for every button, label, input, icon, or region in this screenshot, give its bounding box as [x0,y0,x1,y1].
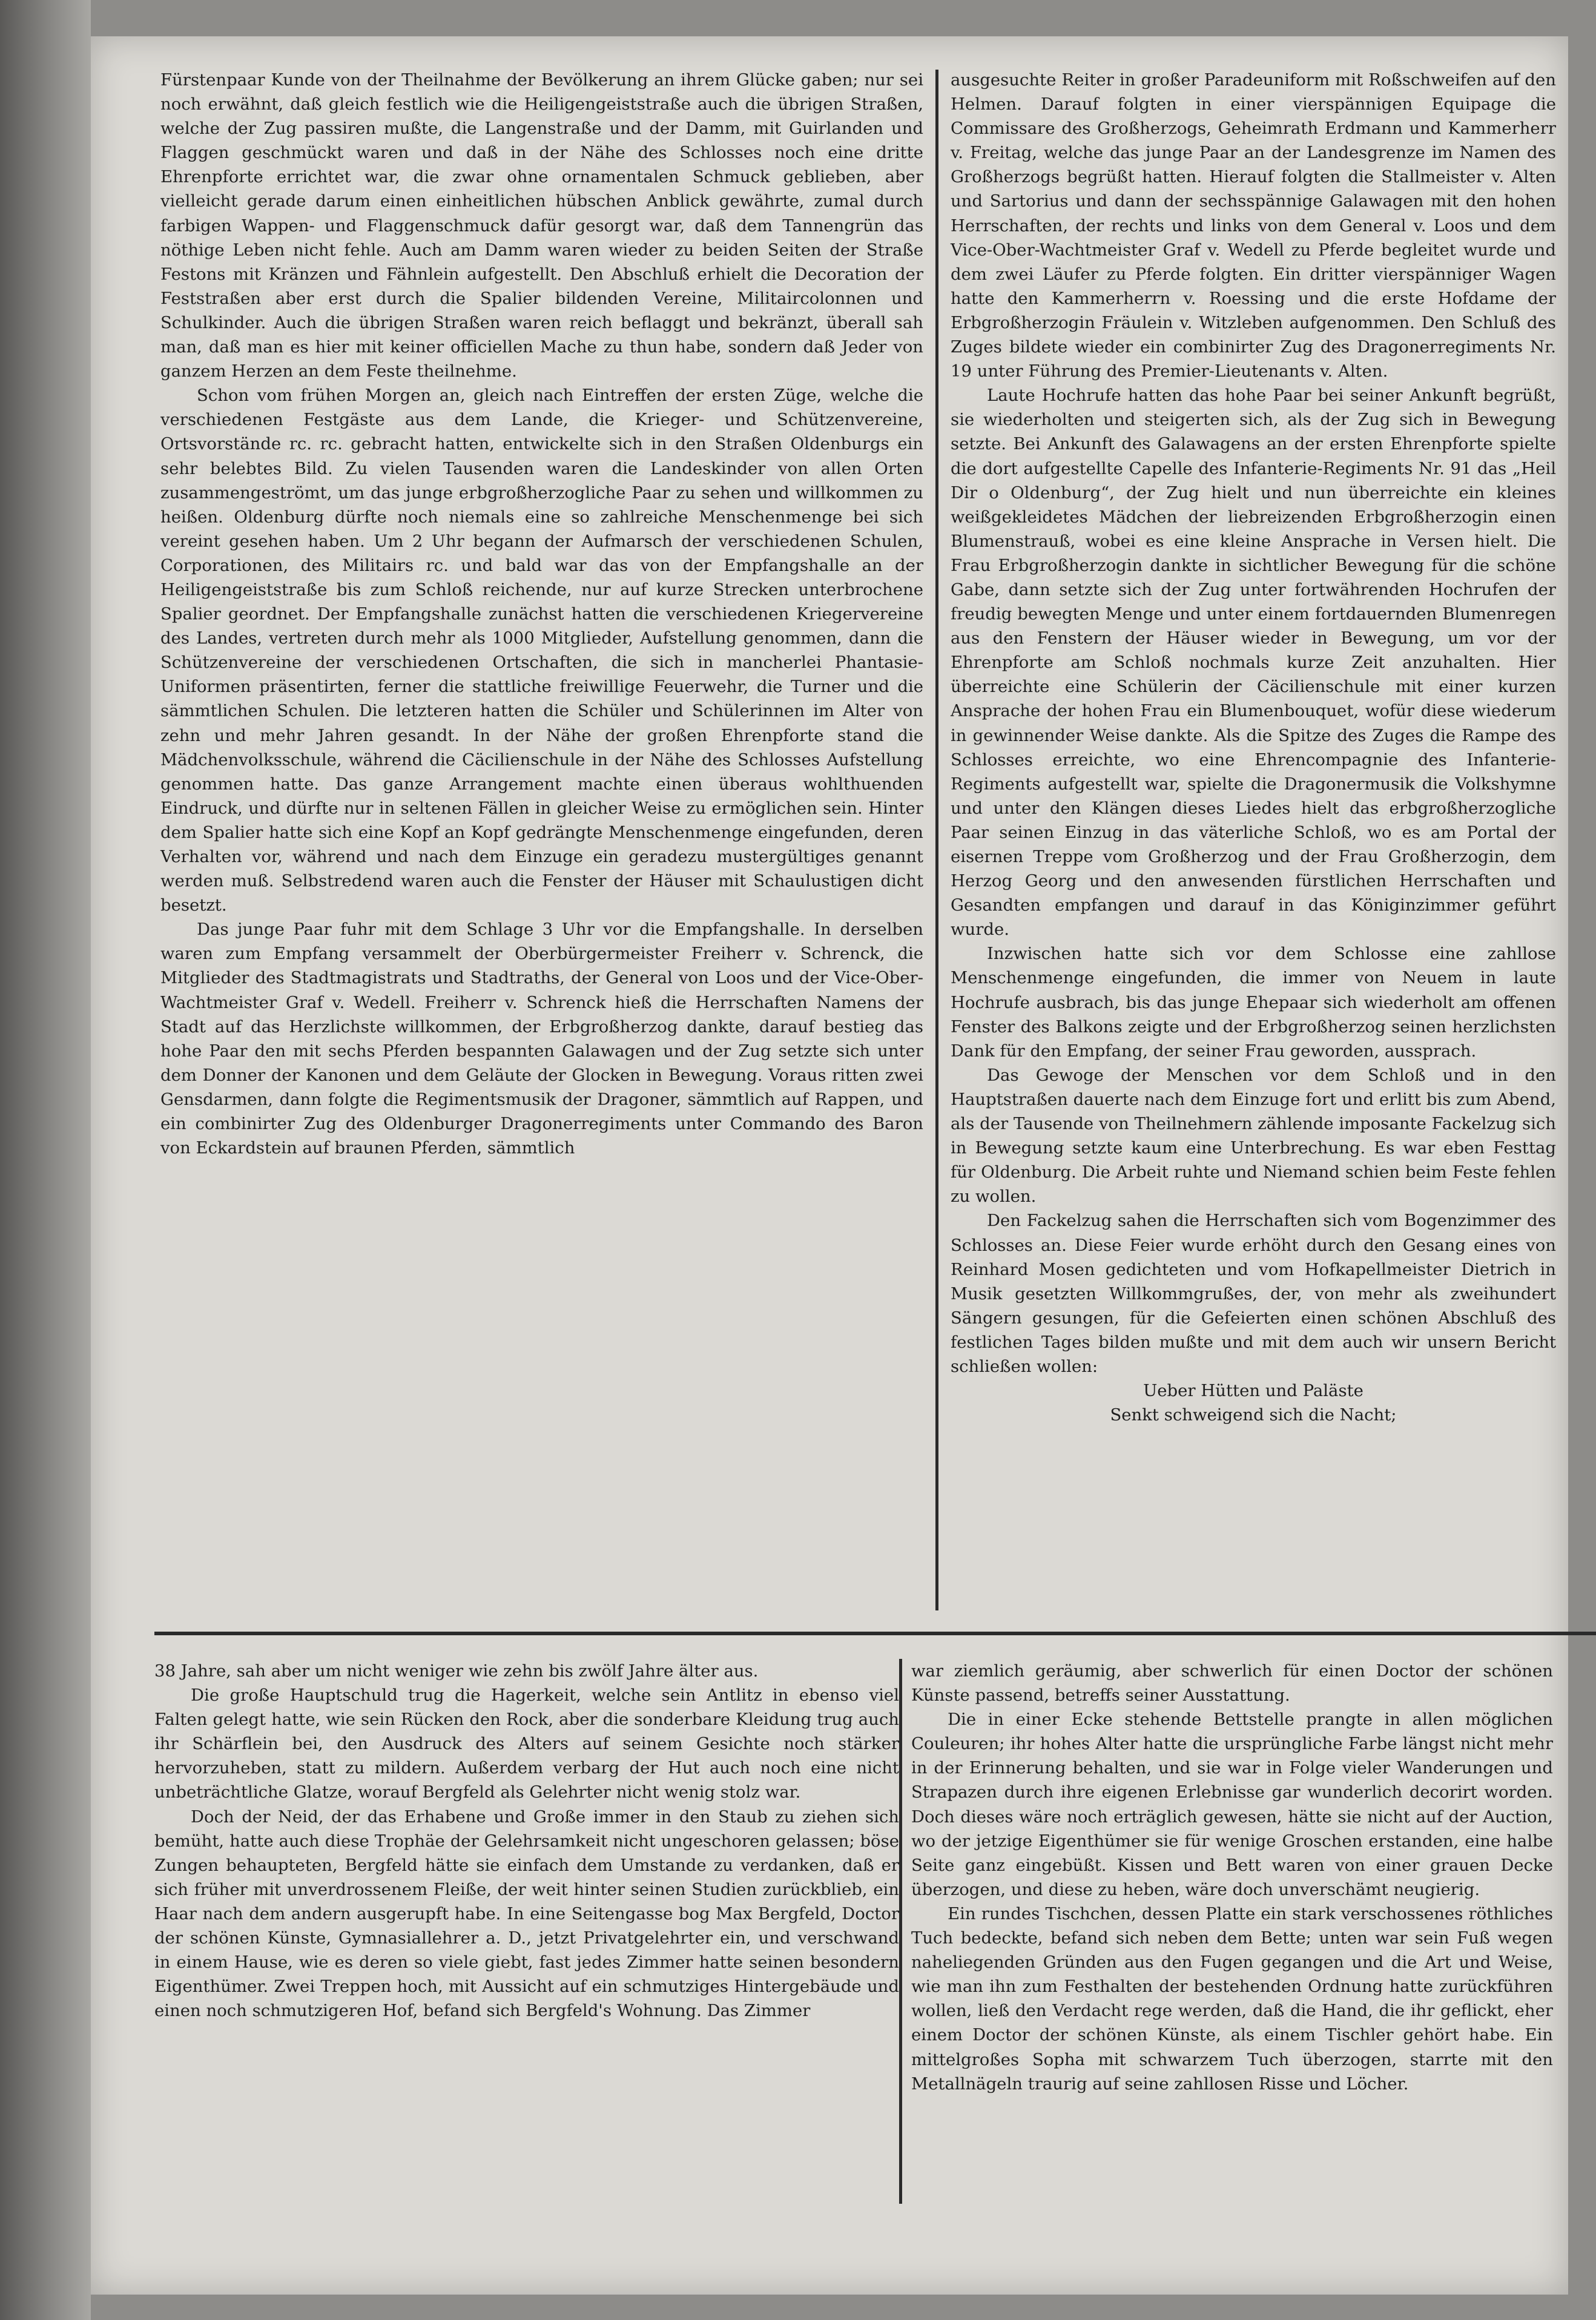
newspaper-page [91,36,1568,2295]
article-paragraph: Schon vom frühen Morgen an, gleich nach Eintreffen der ersten Züge, welche die verschiedenen Festgäste aus dem Lande, die Krieger- und Schützenvereine, Ortsvorstände rc. rc. gebracht hatten, entwickelte sich in den Straßen Oldenburgs ein sehr belebtes Bild. Zu vielen Tausenden waren die Landeskinder von allen Orten zusammengeströmt, um das junge erbgroßherzogliche Paar zu sehen und willkommen zu heißen. Oldenburg dürfte noch niemals eine so zahlreiche Menschenmenge bei sich vereint gesehen haben. Um 2 Uhr begann der Aufmarsch der verschiedenen Schulen, Corporationen, des Militairs rc. und bald war das von der Empfangshalle an der Heiligengeiststraße bis zum Schloß reichende, nur auf kurze Strecken unterbrochene Spalier geordnet. Der Empfangshalle zunächst hatten die verschiedenen Kriegervereine des Landes, vertreten durch mehr als 1000 Mitglieder, Aufstellung genommen, dann die Schützenvereine der verschiedenen Ortschaften, die sich in mancherlei Phantasie-Uniformen präsentirten, ferner die stattliche freiwillige Feuerwehr, die Turner und die sämmtlichen Schulen. Die letzteren hatten die Schüler und Schülerinnen im Alter von zehn und mehr Jahren gesandt. In der Nähe der großen Ehrenpforte stand die Mädchenvolksschule, während die Cäcilienschule in der Nähe des Schlosses Aufstellung genommen hatte. Das ganze Arrangement machte einen überaus wohlthuenden Eindruck, und dürfte nur in seltenen Fällen in gleicher Weise zu ermöglichen sein. Hinter dem Spalier hatte sich eine Kopf an Kopf gedrängte Menschenmenge eingefunden, deren Verhalten vor, während und nach dem Einzuge ein geradezu mustergültiges genannt werden muß. Selbstredend waren auch die Fenster der Häuser mit Schaulustigen dicht besetzt. [160,386,923,915]
feuilleton-column-left [154,1659,899,2023]
article-paragraph: Laute Hochrufe hatten das hohe Paar bei seiner Ankunft begrüßt, sie wiederholten und steigerten sich, als der Zug sich in Bewegung setzte. Bei Ankunft des Galawagens an der ersten Ehrenpforte spielte die dort aufgestellte Capelle des Infanterie-Regiments Nr. 91 das „Heil Dir o Oldenburg“, der Zug hielt und nun überreichte ein kleines weißgekleidetes Mädchen der liebreizenden Erbgroßherzogin einen Blumenstrauß, wobei es eine kleine Ansprache in Versen hielt. Die Frau Erbgroßherzogin dankte in sichtlicher Bewegung für die schöne Gabe, dann setzte sich der Zug unter fortwährenden Hochrufen der freudig bewegten Menge und unter einem fortdauernden Blumenregen aus den Fenstern der Häuser wieder in Bewegung, um vor der Ehrenpforte am Schloß nochmals kurze Zeit anzuhalten. Hier überreichte eine Schülerin der Cäcilienschule mit einer kurzen Ansprache der hohen Frau ein Blumenbouquet, wofür diese wiederum in gewinnender Weise dankte. Als die Spitze des Zuges die Rampe des Schlosses erreichte, wo eine Ehrencompagnie des Infanterie-Regiments aufgestellt war, spielte die Dragonermusik die Volkshymne und unter den Klängen dieses Liedes hielt das erbgroßherzogliche Paar seinen Einzug in das väterliche Schloß, wo es am Portal der eisernen Treppe vom Großherzog und der Frau Großherzogin, dem Herzog Georg und den anwesenden fürstlichen Herrschaften und Gesandten empfangen und darauf in das Königinzimmer geführt wurde. [951,386,1556,940]
column-divider-top [935,70,938,1610]
article-column-right [951,68,1556,1427]
article-paragraph: ausgesuchte Reiter in großer Paradeuniform mit Roßschweifen auf den Helmen. Darauf folgten in einer vierspännigen Equipage die Commissare des Großherzogs, Geheimrath Erdmann und Kammerherr v. Freitag, welche das junge Paar an der Landesgrenze im Namen des Großherzogs begrüßt hatten. Hierauf folgten die Stallmeister v. Alten und Sartorius und dann der sechsspännige Galawagen mit den hohen Herrschaften, der rechts und links von dem General v. Loos und dem Vice-Ober-Wachtmeister Graf v. Wedell zu Pferde begleitet wurde und dem zwei Läufer zu Pferde folgten. Ein dritter vierspänniger Wagen hatte den Kammerherrn v. Roessing und die erste Hofdame der Erbgroßherzogin Fräulein v. Witzleben aufgenommen. Den Schluß des Zuges bildete wieder ein combinirter Zug des Dragonerregiments Nr. 19 unter Führung des Premier-Lieutenants v. Alten. [951,70,1556,381]
article-paragraph: Das Gewoge der Menschen vor dem Schloß und in den Hauptstraßen dauerte nach dem Einzuge fort und erlitt bis zum Abend, als der Tausende von Theilnehmern zählende imposante Fackelzug sich in Bewegung setzte kaum eine Unterbrechung. Es war eben Festtag für Oldenburg. Die Arbeit ruhte und Niemand schien beim Feste fehlen zu wollen. [951,1065,1556,1207]
feuilleton-paragraph: Doch der Neid, der das Erhabene und Große immer in den Staub zu ziehen sich bemüht, hatte auch diese Trophäe der Gelehrsamkeit nicht ungeschoren gelassen; böse Zungen behaupteten, Bergfeld hätte sie einfach dem Umstande zu verdanken, daß er sich früher mit unverdrossenem Fleiße, der weit hinter seinen Studien zurückblieb, ein Haar nach dem andern ausgerupft habe. In eine Seitengasse bog Max Bergfeld, Doctor der schönen Künste, Gymnasiallehrer a. D., jetzt Privatgelehrter ein, und verschwand in einem Hause, wie es deren so viele giebt, fast jedes Zimmer hatte seinen besondern Eigenthümer. Zwei Treppen hoch, mit Aussicht auf ein schmutziges Hintergebäude und einen noch schmutzigeren Hof, befand sich Bergfeld's Wohnung. Das Zimmer [154,1807,899,2021]
article-column-left [160,68,923,1160]
feuilleton-column-right [911,1659,1553,2096]
feuilleton-separator [154,1632,1596,1635]
verse-line: Ueber Hütten und Paläste [1143,1381,1364,1401]
book-spine [0,0,91,2320]
feuilleton-paragraph: Die in einer Ecke stehende Bettstelle prangte in allen möglichen Couleuren; ihr hohes Alter hatte die ursprüngliche Farbe längst nicht mehr in der Erinnerung behalten, und sie war in Folge vieler Wanderungen und Strapazen durch ihre eigenen Erlebnisse gar wunderlich decorirt worden. Doch dieses wäre noch erträglich gewesen, hätte sie nicht auf der Auction, wo der jetzige Eigenthümer sie für wenige Groschen erstanden, eine halbe Seite ganz eingebüßt. Kissen und Bett waren von einer grauen Decke überzogen, und diese zu heben, wäre doch unverschämt neugierig. [911,1710,1553,1899]
article-paragraph: Das junge Paar fuhr mit dem Schlage 3 Uhr vor die Empfangshalle. In derselben waren zum Empfang versammelt der Oberbürgermeister Freiherr v. Schrenck, die Mitglieder des Stadtmagistrats und Stadtraths, der General von Loos und der Vice-Ober-Wachtmeister Graf v. Wedell. Freiherr v. Schrenck hieß die Herrschaften Namens der Stadt auf das Herzlichste willkommen, der Erbgroßherzog dankte, darauf bestieg das hohe Paar den mit sechs Pferden bespannten Galawagen und der Zug setzte sich unter dem Donner der Kanonen und dem Geläute der Glocken in Bewegung. Voraus ritten zwei Gensdarmen, dann folgte die Regimentsmusik der Dragoner, sämmtlich auf Rappen, und ein combinirter Zug des Oldenburger Dragonerregiments unter Commando des Baron von Eckardstein auf braunen Pferden, sämmtlich [160,920,923,1158]
feuilleton-paragraph: war ziemlich geräumig, aber schwerlich für einen Doctor der schönen Künste passend, betreffs seiner Ausstattung. [911,1661,1553,1705]
feuilleton-paragraph: 38 Jahre, sah aber um nicht weniger wie zehn bis zwölf Jahre älter aus. [154,1661,759,1681]
article-paragraph: Den Fackelzug sahen die Herrschaften sich vom Bogenzimmer des Schlosses an. Diese Feier wurde erhöht durch den Gesang eines von Reinhard Mosen gedichteten und vom Hofkapellmeister Dietrich in Musik gesetzten Willkommgrußes, der, von mehr als zweihundert Sängern gesungen, für die Gefeierten einen schönen Abschluß des festlichen Tages bilden mußte und mit dem auch wir unsern Bericht schließen wollen: [951,1211,1556,1376]
article-paragraph: Fürstenpaar Kunde von der Theilnahme der Bevölkerung an ihrem Glücke gaben; nur sei noch erwähnt, daß gleich festlich wie die Heiligengeiststraße auch die übrigen Straßen, welche der Zug passiren mußte, die Langenstraße und der Damm, mit Guirlanden und Flaggen geschmückt waren und daß in der Nähe des Schlosses noch eine dritte Ehrenpforte errichtet war, die zwar ohne ornamentalen Schmuck geblieben, aber vielleicht gerade darum einen einheitlichen hübschen Anblick gewährte, zumal durch farbigen Wappen- und Flaggenschmuck dafür gesorgt war, daß dem Tannengrün das nöthige Leben nicht fehle. Auch am Damm waren wieder zu beiden Seiten der Straße Festons mit Kränzen und Fähnlein aufgestellt. Den Abschluß erhielt die Decoration der Feststraßen aber erst durch die Spalier bildenden Vereine, Militaircolonnen und Schulkinder. Auch die übrigen Straßen waren reich beflaggt und bekränzt, überall sah man, daß man es hier mit keiner officiellen Mache zu thun habe, sondern daß Jeder von ganzem Herzen an dem Feste theilnehme. [160,70,923,381]
verse-line: Senkt schweigend sich die Nacht; [1110,1405,1397,1425]
article-paragraph: Inzwischen hatte sich vor dem Schlosse eine zahllose Menschenmenge eingefunden, die immer von Neuem in laute Hochrufe ausbrach, bis das junge Ehepaar sich wiederholt am offenen Fenster des Balkons zeigte und der Erbgroßherzog seinen herzlichsten Dank für den Empfang, der seiner Frau geworden, aussprach. [951,944,1556,1061]
column-divider-bottom [899,1659,902,2204]
feuilleton-paragraph: Ein rundes Tischchen, dessen Platte ein stark verschossenes röthliches Tuch bedeckte, befand sich neben dem Bette; unten war sein Fuß wegen naheliegenden Gründen aus den Fugen gegangen und die Art und Weise, wie man ihn zum Festhalten der bestehenden Ordnung hatte zurückführen wollen, ließ den Verdacht rege werden, daß die Hand, die ihr geflickt, eher einem Doctor der schönen Künste, als einem Tischler gehört habe. Ein mittelgroßes Sopha mit schwarzem Tuch überzogen, starrte mit den Metallnägeln traurig auf seine zahllosen Risse und Löcher. [911,1903,1553,2094]
feuilleton-paragraph: Die große Hauptschuld trug die Hagerkeit, welche sein Antlitz in ebenso viel Falten gelegt hatte, wie sein Rücken den Rock, aber die sonderbare Kleidung trug auch ihr Schärflein bei, den Ausdruck des Alters auf seinem Gesichte noch stärker hervorzuheben, statt zu mildern. Außerdem verbarg der Hut auch noch eine nicht unbeträchtliche Glatze, worauf Bergfeld als Gelehrter nicht wenig stolz war. [154,1686,899,1802]
